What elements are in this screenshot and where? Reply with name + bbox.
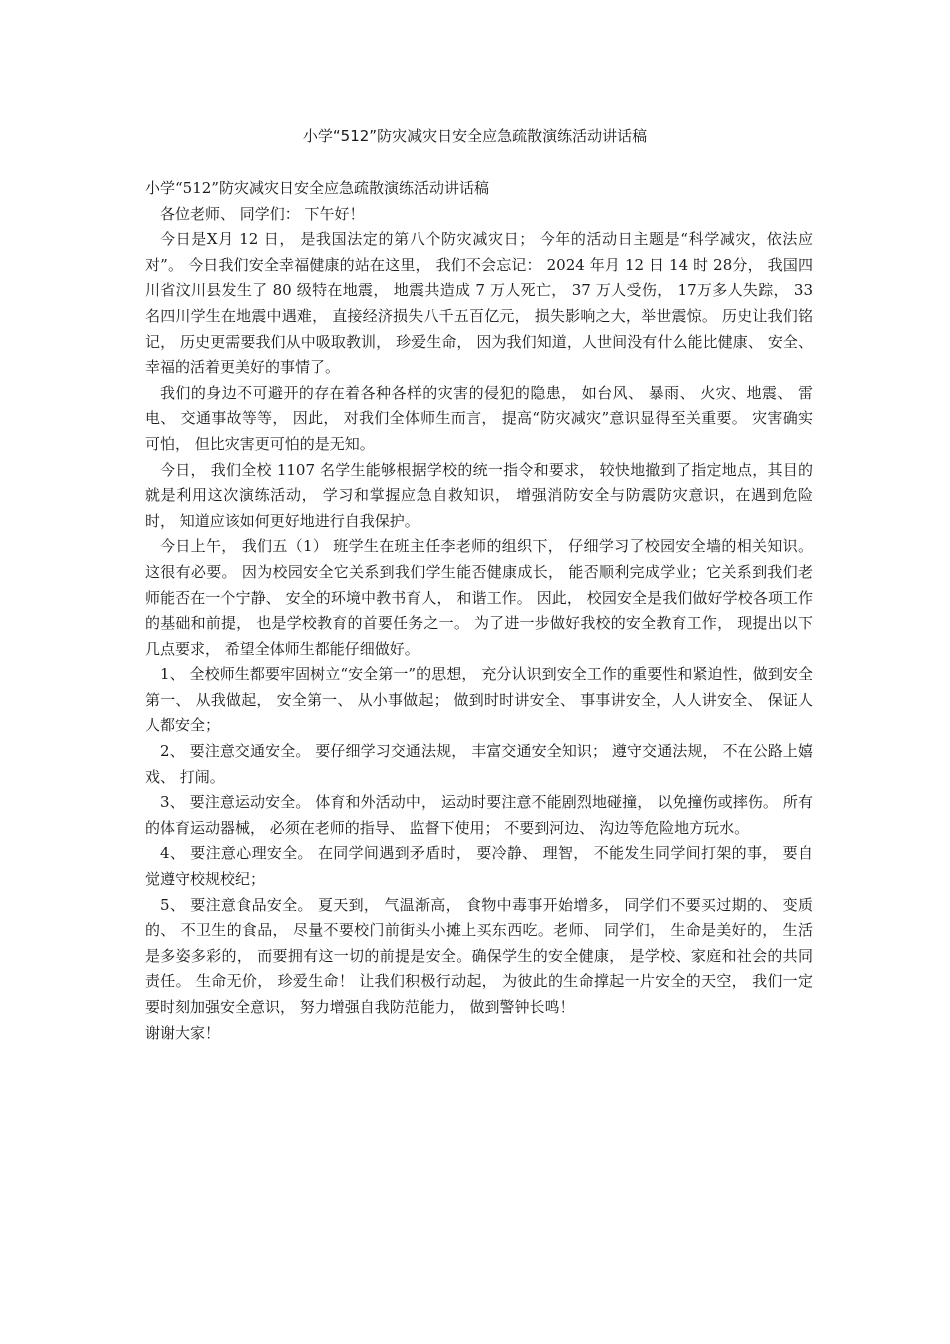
paragraph-point-4: 4、 要注意心理安全。 在同学间遇到矛盾时， 要冷静、 理智， 不能发生同学间打架的事， 要自觉遵守校规校纪； [145, 844, 813, 889]
paragraph-point-2: 2、 要注意交通安全。 要仔细学习交通法规， 丰富交通安全知识； 遵守交通法规， 不在公路上嬉戏、 打闹。 [145, 742, 813, 786]
paragraph-drill: 今日， 我们全校 1107 名学生能够根据学校的统一指令和要求， 较快地撤到了指定地点，其目的就是利用这次演练活动， 学习和掌握应急自救知识， 增强消防安全与防震防灾意识，在遇到危险时， 知道应该如何更好地进行自我保护。 [145, 460, 813, 530]
paragraph-intro: 今日是X月 12 日， 是我国法定的第八个防灾减灾日； 今年的活动日主题是“科学减灾，依法应对”。 今日我们安全幸福健康的站在这里， 我们不会忘记： 2024 年月 12 日 14 时 28分， 我国四川省汶川县发生了 80 级特在地震， 地震共造成 7 万人死亡， 37 万人受伤， 17万多人失踪， 33 名四川学生在地震中遇难， 直接经济损失八千五百亿元， 损失影响之大，举世震惊。 历史让我们铭记， 历史更需要我们从中吸取教训， 珍爱生命， 因为我们知道，人世间没有什么能比健康、 安全、 幸福的活着更美好的事情了。 [145, 230, 813, 377]
paragraph-hazards: 我们的身边不可避开的存在着各种各样的灾害的侵犯的隐患， 如台风、 暴雨、 火灾、地震、 雷电、 交通事故等等， 因此， 对我们全体师生而言， 提高“防灾减灾”意识显得至关重要。 灾害确实可怕， 但比灾害更可怕的是无知。 [145, 383, 813, 453]
document-title: 小学“512”防灾减灾日安全应急疏散演练活动讲话稿 [302, 127, 648, 145]
paragraph-campus-safety: 今日上午， 我们五（1） 班学生在班主任李老师的组织下， 仔细学习了校园安全墙的相关知识。 这很有必要。 因为校园安全它关系到我们学生能否健康成长， 能否顺利完成学业；它关系到我们老师能否在一个宁静、 安全的环境中教书育人， 和谐工作。 因此， 校园安全是我们做好学校各项工作的基础和前提， 也是学校教育的首要任务之一。 为了进一步做好我校的安全教育工作， 现提出以下几点要求， 希望全体师生都能仔细做好。 [145, 537, 813, 658]
paragraph-point-5: 5、 要注意食品安全。 夏天到， 气温渐高， 食物中毒事开始增多， 同学们不要买过期的、 变质的、 不卫生的食品， 尽量不要校门前街头小摊上买东西吃。老师、 同学们， 生命是美好的， 生活是多姿多彩的， 而要拥有这一切的前提是安全。确保学生的安全健康， 是学校、家庭和社会的共同责任。 生命无价， 珍爱生命！ 让我们积极行动起， 为彼此的生命撑起一片安全的天空， 我们一定要时刻加强安全意识， 努力增强自我防范能力， 做到警钟长鸣！ [145, 895, 813, 1016]
document-subtitle: 小学“512”防灾减灾日安全应急疏散演练活动讲话稿 [145, 179, 489, 197]
paragraph-greeting: 各位老师、 同学们： 下午好！ [160, 204, 365, 223]
paragraph-point-3: 3、 要注意运动安全。 体育和外活动中， 运动时要注意不能剧烈地碰撞， 以免撞伤或摔伤。 所有的体育运动器械， 必须在老师的指导、 监督下使用； 不要到河边、 沟边等危险地方玩水。 [145, 793, 813, 837]
document-body [145, 176, 813, 1046]
paragraph-closing: 谢谢大家！ [145, 1023, 221, 1042]
paragraph-point-1: 1、 全校师生都要牢固树立“安全第一”的思想， 充分认识到安全工作的重要性和紧迫性，做到安全第一、 从我做起， 安全第一、 从小事做起； 做到时时讲安全、 事事讲安全，人人讲安全、 保证人人都安全； [145, 665, 813, 735]
